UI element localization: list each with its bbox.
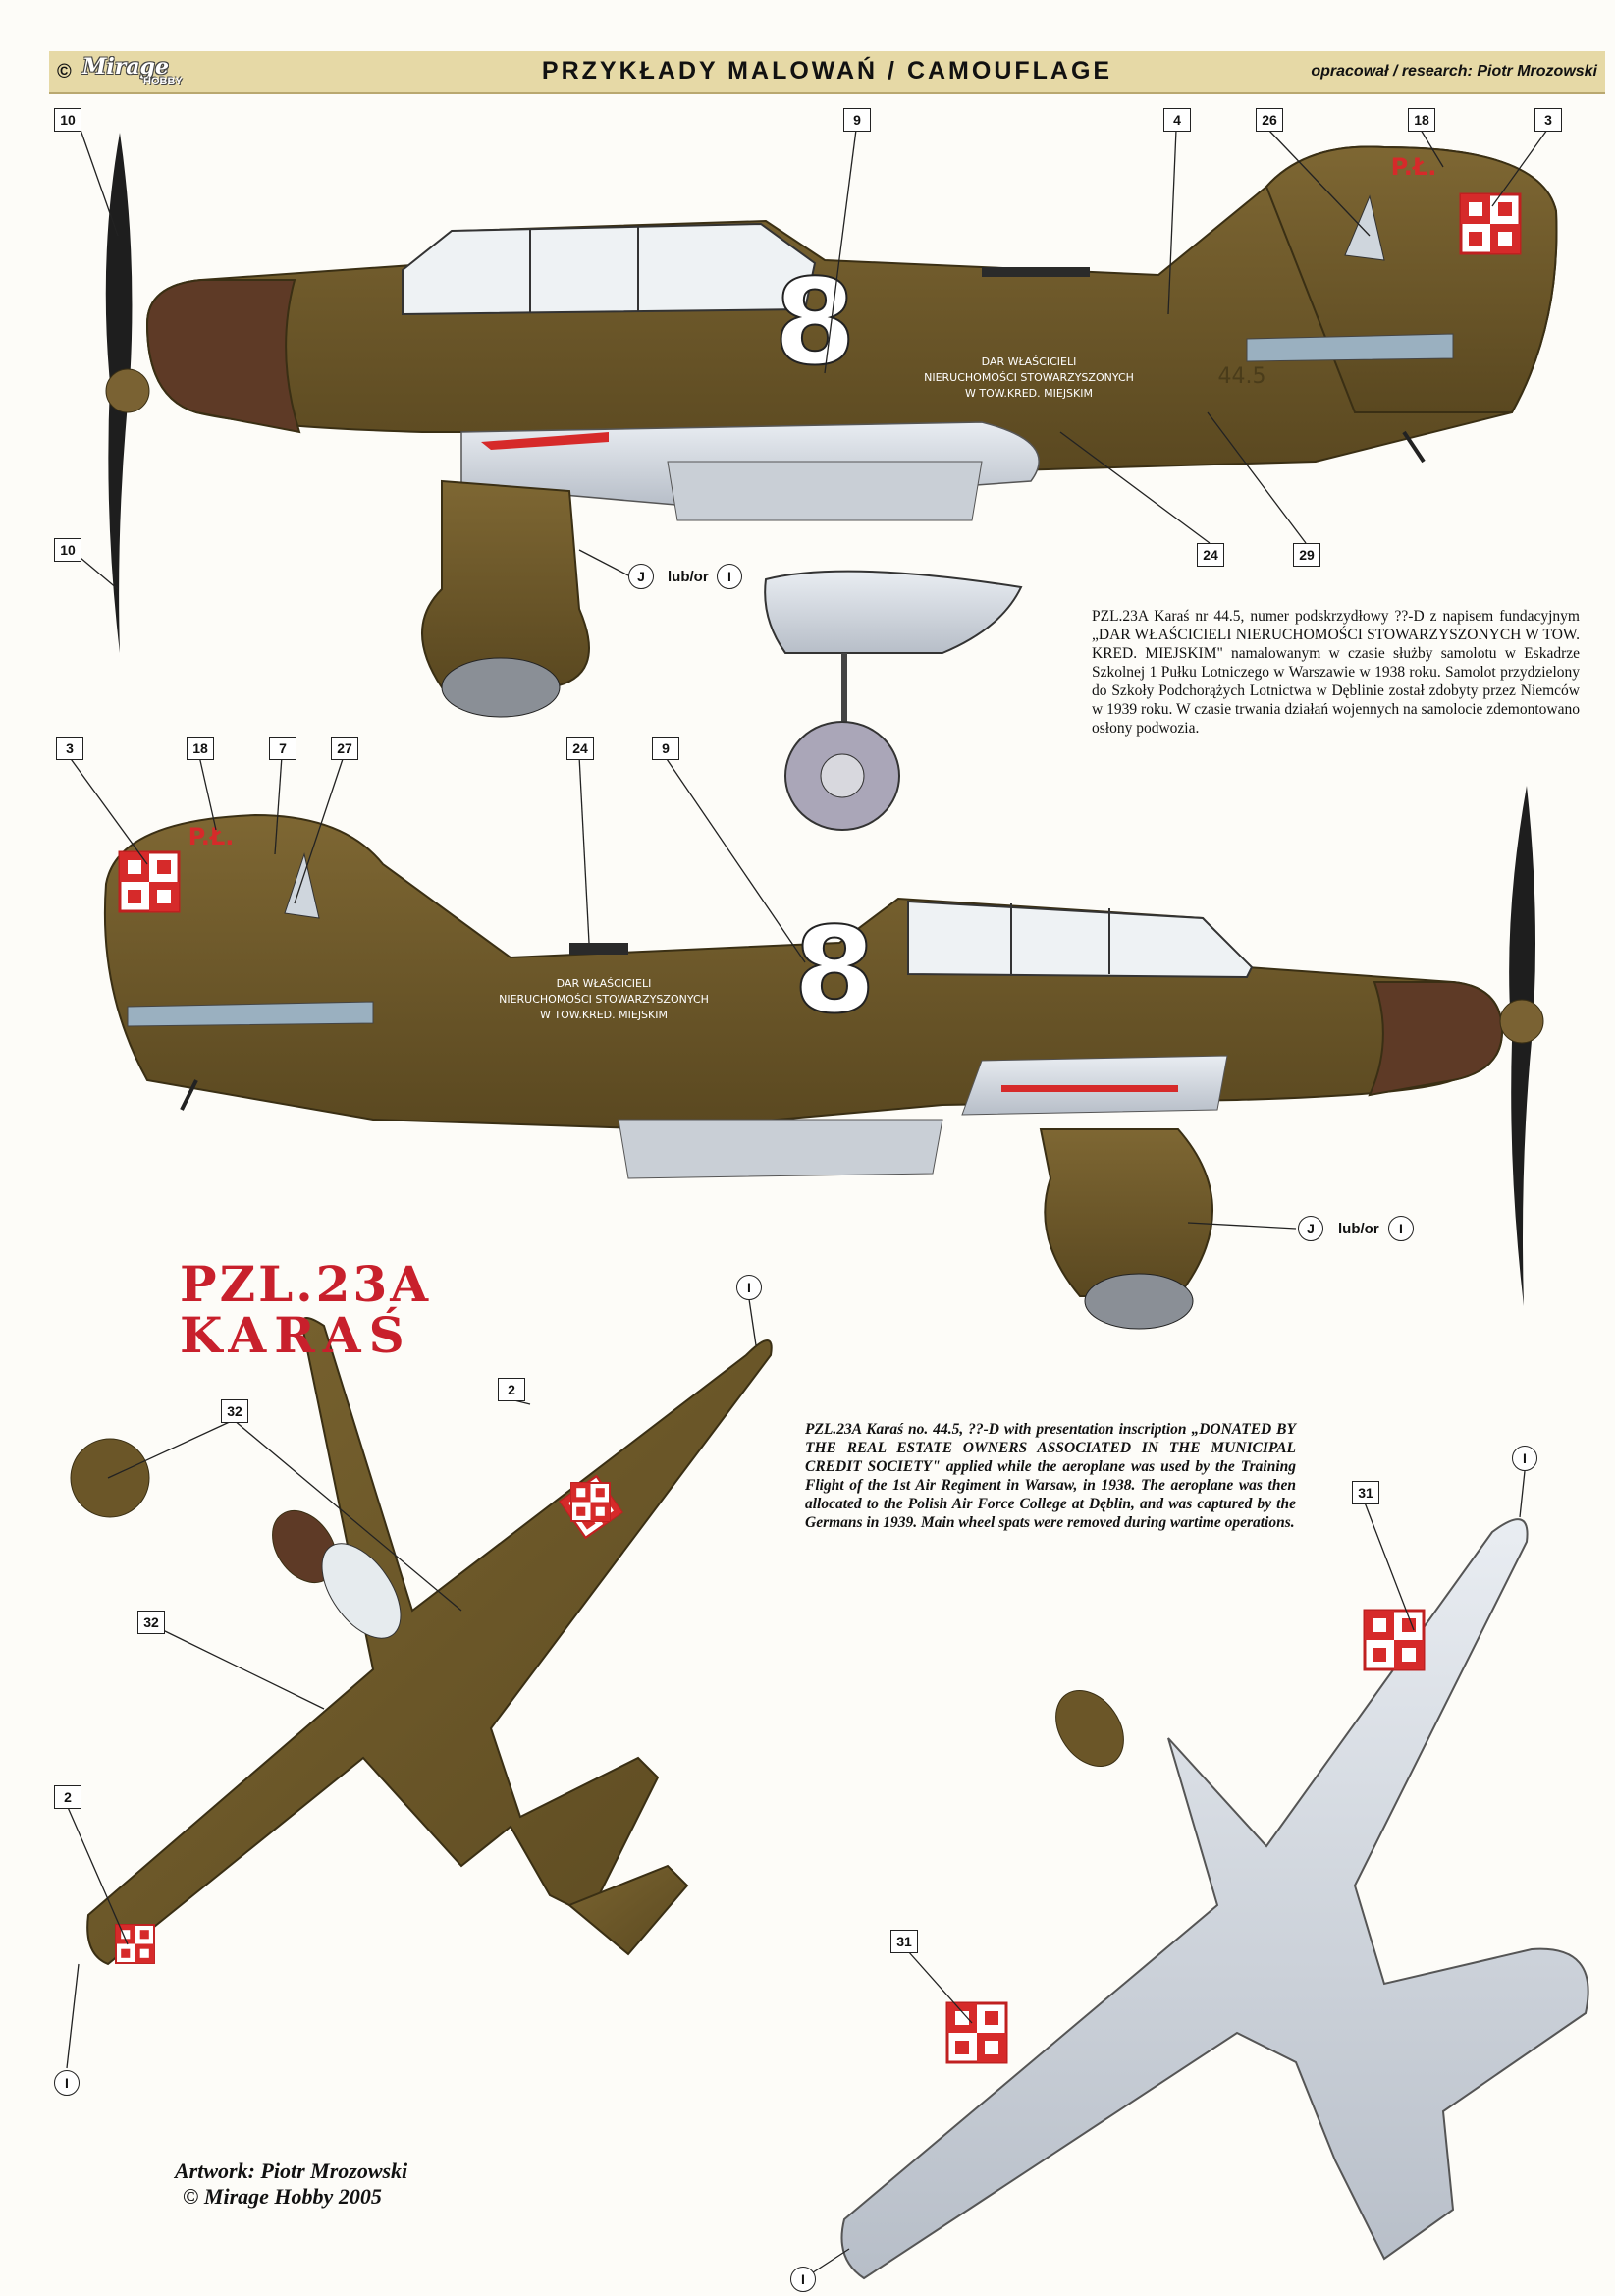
page-title: PRZYKŁADY MALOWAŃ / CAMOUFLAGE: [541, 57, 1113, 84]
logo-sub-text: HOBBY: [143, 76, 183, 87]
callout-7: 7: [269, 737, 296, 760]
bottom-view: [842, 1519, 1588, 2278]
inscription-r3: W TOW.KRED. MIEJSKIM: [540, 1009, 668, 1021]
callout-18-b: 18: [187, 737, 214, 760]
aircraft-title-line2: KARAŚ: [180, 1306, 412, 1364]
aircraft-title-line1: PZL.23A: [180, 1255, 432, 1313]
inscription-l2: NIERUCHOMOŚCI STOWARZYSZONYCH: [924, 371, 1134, 384]
callout-31-a: 31: [1352, 1481, 1379, 1504]
callout-J-top: J: [628, 564, 654, 589]
main-gear-detail: [765, 572, 1021, 830]
callout-32-b: 32: [137, 1611, 165, 1634]
inscription-r2: NIERUCHOMOŚCI STOWARZYSZONYCH: [499, 993, 709, 1006]
callout-24-b: 24: [566, 737, 594, 760]
logo-main-text: Mirage: [82, 54, 169, 80]
callout-10-top: 10: [54, 108, 81, 132]
callout-24: 24: [1197, 543, 1224, 567]
description-polish: PZL.23A Karaś nr 44.5, numer podskrzydłowy ??-D z napisem fundacyjnym „DAR WŁAŚCICIELI NIERUCHOMOŚCI STOWARZYSZONYCH W TOW. KRED. MIEJSKIM" namalowanym w czasie służby samolotu w Eskadrze Szkolnej 1 Pułku Lotniczego w Warszawie w 1938 roku. Samolot przydzielony do Szkoły Podchorążych Lotnictwa w Dęblinie został zdobyty przez Niemców w 1939 roku. W czasie trwania działań wojennych na samolocie zdemontowano osłony podwozia.: [1092, 608, 1580, 737]
callout-29: 29: [1293, 543, 1320, 567]
callout-2-a: 2: [498, 1378, 525, 1401]
callout-32-a: 32: [221, 1399, 248, 1423]
tail-code-right: P.Ł.: [188, 823, 235, 850]
callout-26: 26: [1256, 108, 1283, 132]
callout-10-bottom: 10: [54, 538, 81, 562]
tail-code-left: P.Ł.: [1390, 153, 1437, 181]
callout-J-bottom: J: [1298, 1216, 1323, 1241]
inscription-l1: DAR WŁAŚCICIELI: [981, 355, 1077, 368]
copyright-credit: © Mirage Hobby 2005: [183, 2184, 382, 2209]
inscription-r1: DAR WŁAŚCICIELI: [556, 977, 652, 990]
callout-27: 27: [331, 737, 358, 760]
callout-18: 18: [1408, 108, 1435, 132]
callout-I-top: I: [717, 564, 742, 589]
callout-I-right-view: I: [1512, 1446, 1537, 1471]
artwork-credit: Artwork: Piotr Mrozowski: [175, 2159, 408, 2183]
callout-I-top-view: I: [736, 1275, 762, 1300]
copyright-symbol: ©: [57, 61, 72, 82]
callout-3: 3: [1534, 108, 1562, 132]
callout-4: 4: [1163, 108, 1191, 132]
callout-I-bottom: I: [1388, 1216, 1414, 1241]
side-number-left: 8: [774, 255, 856, 392]
callout-3-b: 3: [56, 737, 83, 760]
side-view-right: [105, 786, 1543, 1329]
research-credit: opracował / research: Piotr Mrozowski: [1311, 63, 1597, 80]
callout-2-b: 2: [54, 1785, 81, 1809]
side-number-right: 8: [793, 903, 876, 1040]
top-view: [71, 1318, 772, 1964]
inscription-l3: W TOW.KRED. MIEJSKIM: [965, 387, 1093, 400]
lub-or-bottom: lub/or: [1338, 1221, 1379, 1237]
lub-or-top: lub/or: [668, 569, 709, 585]
callout-9: 9: [843, 108, 871, 132]
description-english: PZL.23A Karaś no. 44.5, ??-D with presentation inscription „DONATED BY THE REAL ESTATE OWNERS ASSOCIATED IN THE MUNICIPAL CREDIT SOCIETY" applied while the aeroplane was used by the Training Flight of the 1st Air Regiment in Warsaw, in 1938. The aeroplane was then allocated to the Polish Air Force College at Dęblin, and was captured by the Germans in 1939. Main wheel spats were removed during wartime operations.: [805, 1421, 1296, 1531]
callout-31-b: 31: [890, 1930, 918, 1953]
callout-I-bottom-view: I: [790, 2267, 816, 2292]
serial-left: 44.5: [1217, 364, 1266, 389]
callout-I-left: I: [54, 2070, 80, 2096]
callout-9-b: 9: [652, 737, 679, 760]
